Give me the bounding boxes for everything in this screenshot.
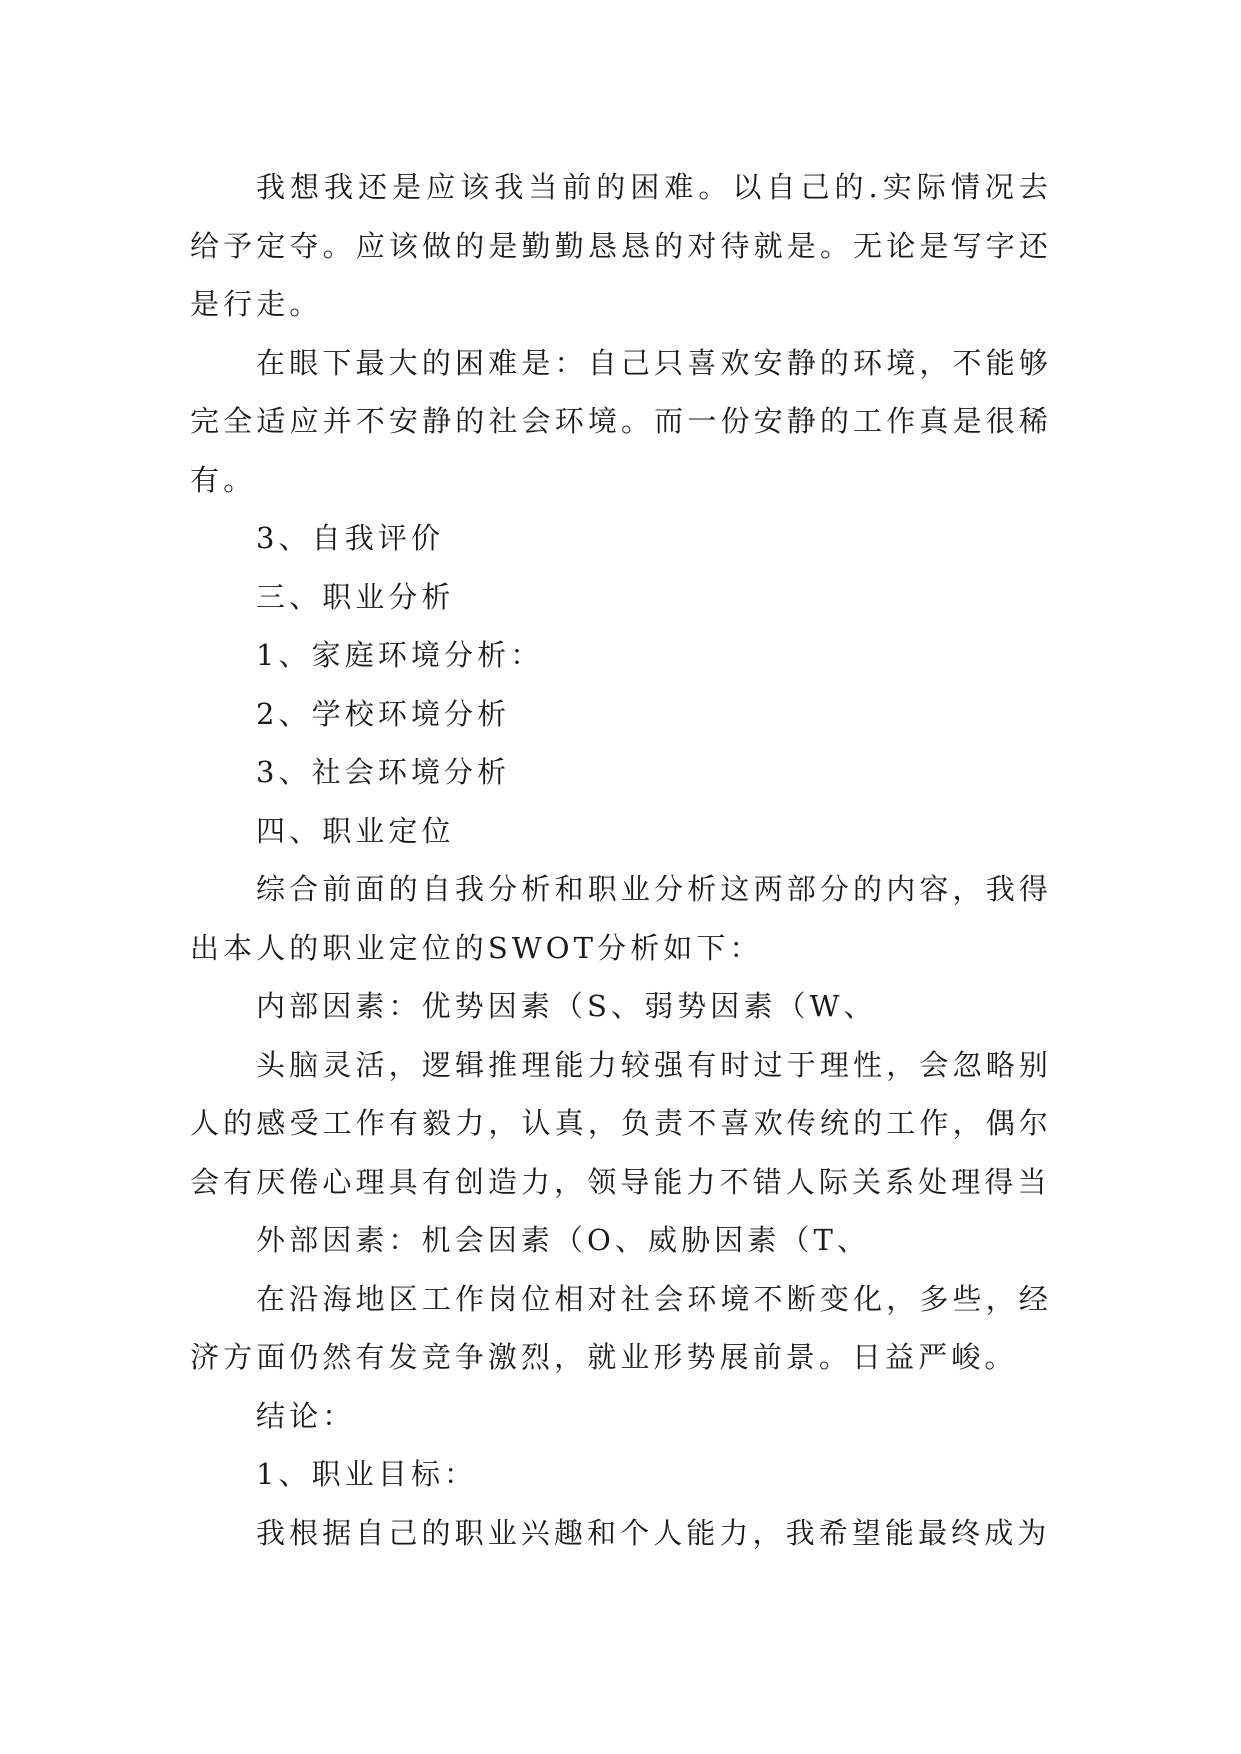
heading-self-evaluation: 3、自我评价 — [256, 521, 445, 555]
paragraph-strengths-weaknesses: 头脑灵活，逻辑推理能力较强有时过于理性，会忽略别人的感受工作有毅力，认真，负责不喜欢传统的工作，偶尔会有厌倦心理具有创造力，领导能力不错人际关系处理得当 — [190, 1047, 1052, 1199]
paragraph-difficulty-reflection: 我想我还是应该我当前的困难。以自己的.实际情况去给予定夺。应该做的是勤勤恳恳的对待就是。无论是写字还是行走。 — [190, 170, 1052, 321]
heading-conclusion: 结论： — [256, 1398, 356, 1433]
heading-career-goal: 1、职业目标： — [256, 1457, 478, 1491]
paragraph-career-goal: 我根据自己的职业兴趣和个人能力，我希望能最终成为 — [256, 1515, 1051, 1550]
paragraph-external-factors: 外部因素：机会因素（O、威胁因素（T、 — [256, 1223, 871, 1257]
heading-career-positioning: 四、职业定位 — [256, 813, 455, 848]
paragraph-biggest-difficulty: 在眼下最大的困难是：自己只喜欢安静的环境，不能够完全适应并不安静的社会环境。而一份安静的工作真是很稀有。 — [190, 345, 1052, 497]
paragraph-internal-factors: 内部因素：优势因素（S、弱势因素（W、 — [256, 989, 877, 1023]
heading-school-environment: 2、学校环境分析 — [256, 696, 511, 731]
paragraph-swot-intro: 综合前面的自我分析和职业分析这两部分的内容，我得出本人的职业定位的SWOT分析如下： — [190, 872, 1052, 965]
heading-social-environment: 3、社会环境分析 — [256, 755, 511, 789]
document-body — [190, 158, 1052, 1562]
paragraph-opportunities-threats: 在沿海地区工作岗位相对社会环境不断变化，多些，经济方面仍然有发竞争激烈，就业形势展前景。日益严峻。 — [190, 1281, 1052, 1374]
heading-career-analysis: 三、职业分析 — [256, 579, 455, 614]
heading-family-environment: 1、家庭环境分析： — [256, 638, 544, 672]
